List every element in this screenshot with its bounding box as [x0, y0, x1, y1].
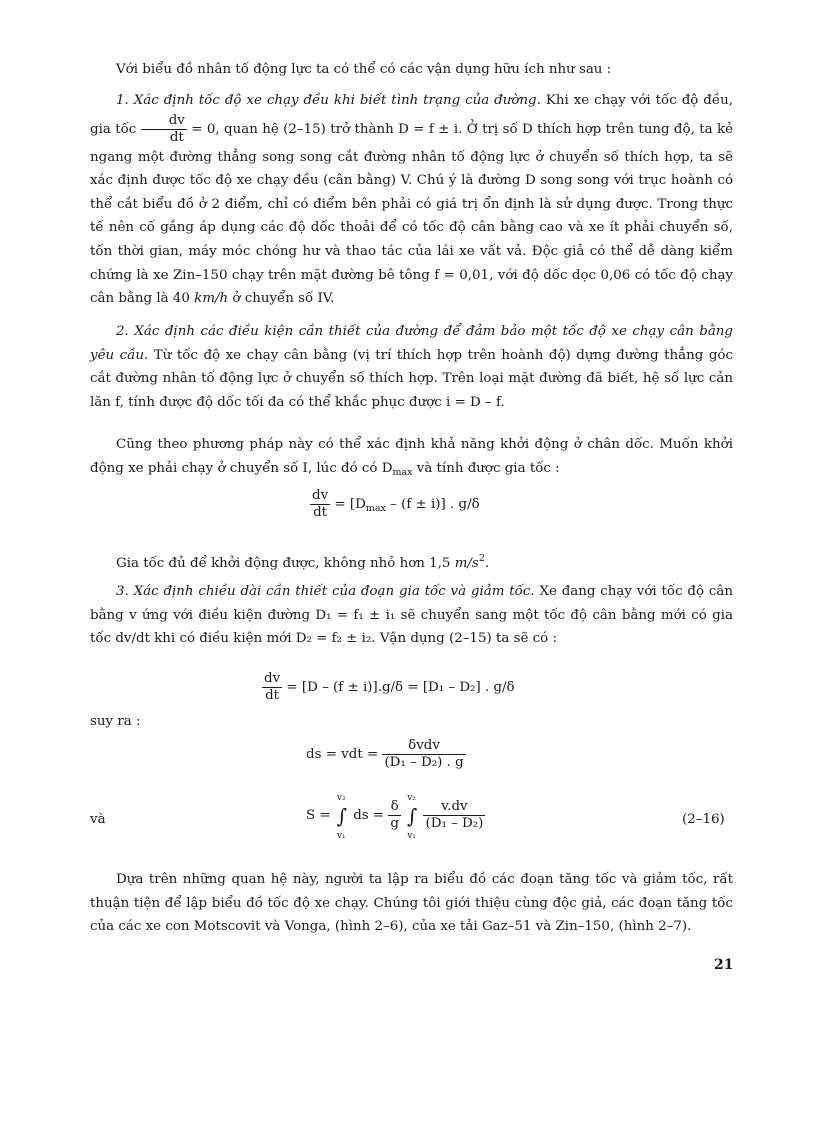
intro-paragraph	[90, 58, 733, 82]
integral-sign-2: ∫ v₂ v₁	[407, 792, 418, 841]
equation-4: S = ∫ v₂ v₁ ds = $\frac{\delta}{g}$ ∫ v₂ v₁ $\frac{v.dv}{\text{(D₁ – D₂)}}$	[306, 792, 484, 841]
paragraph-4: Gia tốc đủ để khởi động được, không nhỏ hơn 1,5 $m/s^2$.	[116, 553, 490, 571]
intro-text: Với biểu đồ nhân tố động lực ta có thể có các vận dụng hữu ích như sau :	[116, 62, 612, 77]
p3-sub: max	[392, 466, 413, 478]
p1-fraction: $\frac{dv}{dt}$	[141, 113, 187, 146]
paragraph-6	[90, 868, 733, 939]
p1-unit: km/h	[194, 291, 229, 307]
p1-text-a: Khi xe chạy với tốc độ đều, gia tốc	[90, 93, 733, 137]
p2-body: Từ tốc độ xe chạy cân bằng (vị trí thích hợp trên hoành độ) dựng đường thẳng góc cắt đường nhân tố động lực ở chuyển số thích hợp. Trên loại mặt đường đã biết, hệ số lực cản lăn f, tính được độ dốc tối đa có thể khắc phục được i = D – f.	[90, 347, 733, 410]
p2-title: 2. Xác định các điều kiện cần thiết của đường để đảm bảo một tốc độ xe chạy cân bằng yêu cầu.	[90, 324, 733, 363]
equation-2: $\frac{dv}{dt}$ = [D – (f ± i)].g/δ = [D₁ – D₂] . g/δ	[264, 671, 515, 703]
va-label: và	[90, 812, 106, 827]
p1-text-b: = 0, quan hệ (2–15) trở thành D = f ± i. Ở trị số D thích hợp trên tung độ, ta kẻ ngang một đường thẳng song song cắt đường nhân tố động lực ở chuyển số thích hợp, ta sẽ xác định được tốc độ xe chạy đều (cân bằng) V. Chú ý là đường D song song với trục hoành có thể cắt biểu đồ ở 2 điểm, chỉ có điểm bên phải có giá trị ổn định là sử dụng được. Trong thực tế nên cố gắng áp dụng các độ dốc thoải để có tốc độ cân bằng cao và xe ít phải chuyển số, tốn thời gian, máy móc chóng hư và thao tác của lái xe vất vả. Độc giả có thể dễ dàng kiểm chứng là xe Zin–150 chạy trên mặt đường bê tông f = 0,01, với độ dốc dọc 0,06 có tốc độ chạy cân bằng là 40	[90, 121, 734, 307]
paragraph-5	[90, 580, 733, 651]
page-number: 21	[714, 957, 734, 973]
p3-text-a: Cũng theo phương pháp này có thể xác định khả năng khởi động ở chân dốc. Muốn khởi động xe phải chạy ở chuyển số I, lúc đó có D	[90, 437, 733, 476]
p5-title: 3. Xác định chiều dài cần thiết của đoạn gia tốc và giảm tốc.	[116, 584, 535, 599]
integral-sign: ∫ v₂ v₁	[336, 792, 348, 841]
equation-label: (2–16)	[682, 812, 725, 827]
p1-title: 1. Xác định tốc độ xe chạy đều khi biết tình trạng của đường.	[116, 93, 541, 108]
p5-body: Xe đang chạy với tốc độ cân bằng v ứng với điều kiện đường D₁ = f₁ ± i₁ sẽ chuyển sang một tốc độ cân bằng mới có gia tốc dv/dt khi có điều kiện mới D₂ = f₂ ± i₂. Vận dụng (2–15) ta sẽ có :	[90, 584, 733, 647]
p6-text: Dựa trên những quan hệ này, người ta lập ra biểu đồ các đoạn tăng tốc và giảm tốc, rất thuận tiện để lập biểu đồ tốc độ xe chạy. Chúng tôi giới thiệu cùng độc giả, các đoạn tăng tốc của các xe con Motscovit và Vonga, (hình 2–6), của xe tải Gaz–51 và Zin–150, (hình 2–7).	[90, 872, 733, 935]
paragraph-1	[90, 89, 733, 311]
p1-text-c: ở chuyển số IV.	[232, 291, 335, 307]
p3-text-b: và tính được gia tốc :	[416, 460, 560, 476]
equation-1: $\frac{dv}{dt}$ = $[D_{max} - (f \pm i)]$ . g/δ	[312, 488, 480, 520]
p4-text: Gia tốc đủ để khởi động được, không nhỏ hơn 1,5	[116, 556, 451, 571]
suy-ra-label: suy ra :	[90, 714, 141, 729]
paragraph-2	[90, 320, 733, 414]
paragraph-3	[90, 433, 733, 484]
p4-unit: m/s	[454, 556, 479, 571]
equation-3: ds = vdt = $\frac{\text{δvdv}}{\text{(D₁ – D₂) . g}}$	[306, 738, 464, 770]
